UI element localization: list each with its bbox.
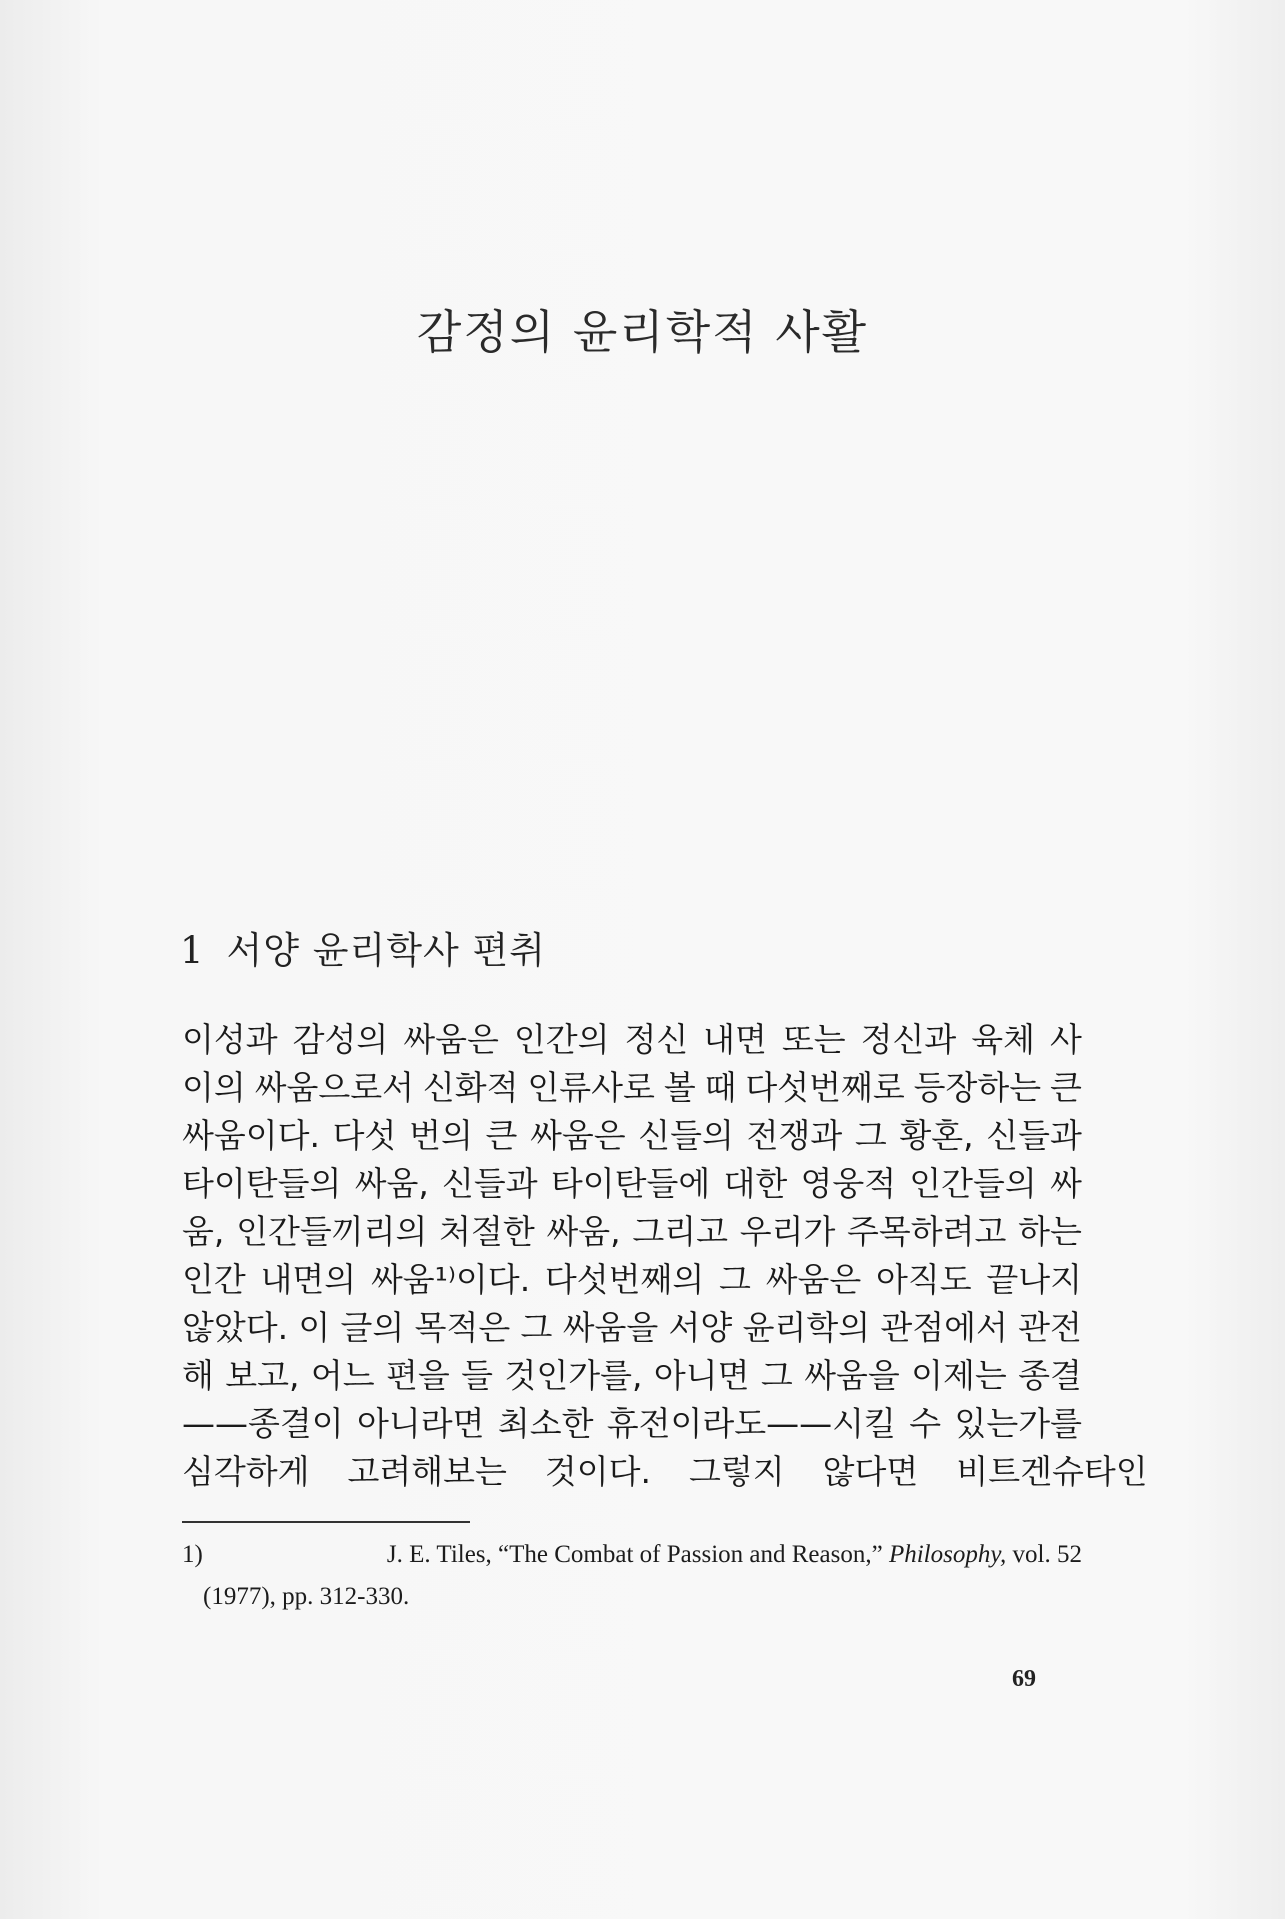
body-word: 싸움이다. xyxy=(182,1116,321,1155)
body-word: 등장하는 xyxy=(913,1068,1042,1107)
body-word: 것이다. xyxy=(544,1452,652,1491)
body-word: 타이탄들의 xyxy=(182,1164,342,1203)
body-word: 하는 xyxy=(1018,1212,1082,1251)
footnote-citation xyxy=(387,1534,1082,1576)
body-word: 처절한 xyxy=(439,1212,535,1251)
body-word: 싸움, xyxy=(354,1164,429,1203)
body-word: 인간들의 xyxy=(909,1164,1037,1203)
body-word: 큰 xyxy=(485,1116,518,1155)
body-word: 그 xyxy=(520,1308,553,1347)
body-word: 우리가 xyxy=(739,1212,836,1251)
section-number: 1 xyxy=(180,929,205,972)
body-word: 있는가를 xyxy=(954,1404,1082,1443)
section-title: 서양 윤리학사 편취 xyxy=(226,929,547,972)
body-word: 신들과 xyxy=(442,1164,538,1203)
footnote-line-2: (1977), pp. 312-330. xyxy=(203,1583,410,1610)
body-word: 심각하게 xyxy=(182,1452,310,1491)
body-word: 보고, xyxy=(225,1356,300,1395)
body-word: 윤리학의 xyxy=(742,1308,871,1347)
footnote-journal: Philosophy, xyxy=(888,1541,1007,1568)
body-word: 정신과 xyxy=(860,1020,957,1059)
body-line xyxy=(182,1208,1082,1256)
section-heading xyxy=(180,920,546,974)
body-word: 관전 xyxy=(1018,1308,1082,1347)
body-line xyxy=(182,1112,1082,1160)
body-line xyxy=(182,1304,1082,1352)
body-word: 신들과 xyxy=(986,1116,1082,1155)
body-word: 종결 xyxy=(1018,1356,1082,1395)
body-word: 싸움은 xyxy=(530,1116,626,1155)
body-word: 다섯번째의 xyxy=(544,1260,705,1299)
body-word: 황혼, xyxy=(899,1116,974,1155)
body-word: 그 xyxy=(854,1116,887,1155)
body-word: 다섯번째로 xyxy=(745,1068,905,1107)
body-word: 그 xyxy=(719,1260,751,1299)
body-word: 감성의 xyxy=(292,1020,389,1059)
body-word: 싸움으로서 xyxy=(254,1068,415,1107)
body-word: 영웅적 xyxy=(800,1164,897,1203)
body-word: 움, xyxy=(182,1212,225,1251)
body-word: 글의 xyxy=(340,1308,405,1347)
footnote xyxy=(182,1534,1082,1618)
body-word: 번의 xyxy=(409,1116,473,1155)
body-word: 인간들끼리의 xyxy=(236,1212,428,1251)
body-word: 내면의 xyxy=(260,1260,357,1299)
body-word: 이성과 xyxy=(182,1020,278,1059)
body-word: 않았다. xyxy=(182,1308,289,1347)
body-word: 그 xyxy=(760,1356,793,1395)
body-word: 싸움은 xyxy=(765,1260,862,1299)
body-word: 정신 xyxy=(624,1020,689,1059)
body-word: 싸 xyxy=(1050,1164,1082,1203)
body-word: 수 xyxy=(909,1404,942,1443)
body-line xyxy=(182,1400,1082,1448)
body-word: 관점에서 xyxy=(880,1308,1008,1347)
body-paragraph xyxy=(182,1016,1148,1496)
body-word: 그렇지 xyxy=(689,1452,785,1491)
body-word: 육체 xyxy=(971,1020,1036,1059)
body-word: 싸움은 xyxy=(403,1020,499,1059)
body-word: 아니면 xyxy=(653,1356,750,1395)
body-word: 목적은 xyxy=(414,1308,511,1347)
footnote-marker: 1) xyxy=(182,1541,203,1568)
body-word: 내면 xyxy=(703,1020,767,1059)
body-word: 또는 xyxy=(781,1020,846,1059)
body-word: 전쟁과 xyxy=(746,1116,843,1155)
body-word: 다섯 xyxy=(332,1116,397,1155)
body-word: 들 xyxy=(461,1356,494,1395)
body-word: 않다면 xyxy=(822,1452,919,1491)
body-word: 주목하려고 xyxy=(847,1212,1007,1251)
body-word: 신들의 xyxy=(638,1116,734,1155)
body-word: 끝나지 xyxy=(986,1260,1082,1299)
body-word: 이제는 xyxy=(911,1356,1007,1395)
body-word: 사 xyxy=(1049,1020,1082,1059)
body-word: ——종결이 xyxy=(182,1404,344,1443)
body-word: 싸움¹⁾이다. xyxy=(370,1260,531,1299)
body-word: 볼 xyxy=(663,1068,696,1107)
body-word: 대한 xyxy=(723,1164,788,1203)
body-line xyxy=(182,1448,1148,1496)
body-word: 이 xyxy=(298,1308,331,1347)
body-word: 신화적 xyxy=(422,1068,519,1107)
body-word: 때 xyxy=(704,1068,737,1107)
body-word: 타이탄들에 xyxy=(550,1164,711,1203)
chapter-title: 감정의 윤리학적 사활 xyxy=(416,305,869,359)
body-line xyxy=(182,1256,1082,1304)
page-number: 69 xyxy=(1012,1666,1036,1692)
body-word: 최소한 xyxy=(497,1404,594,1443)
body-word: 싸움, xyxy=(546,1212,621,1251)
body-word: 큰 xyxy=(1050,1068,1082,1107)
body-word: 어느 xyxy=(310,1356,375,1395)
body-line xyxy=(182,1160,1082,1208)
footnote-divider xyxy=(182,1521,470,1523)
body-word: 아니라면 xyxy=(356,1404,485,1443)
body-line xyxy=(182,1352,1082,1400)
body-word: 인간 xyxy=(182,1260,246,1299)
body-word: 서양 xyxy=(668,1308,733,1347)
body-word: 싸움을 xyxy=(562,1308,659,1347)
body-word: 아직도 xyxy=(875,1260,972,1299)
body-word: 인류사로 xyxy=(527,1068,655,1107)
body-word: 이의 xyxy=(182,1068,246,1107)
body-word: 그리고 xyxy=(632,1212,728,1251)
body-word: 휴전이라도——시킬 xyxy=(606,1404,896,1443)
body-word: 비트겐슈타인 xyxy=(956,1452,1148,1491)
body-line xyxy=(182,1016,1082,1064)
footnote-citation-text: J. E. Tiles, “The Combat of Passion and Reason,” xyxy=(386,1541,883,1568)
body-word: 인간의 xyxy=(513,1020,610,1059)
body-word: 편을 xyxy=(386,1356,450,1395)
footnote-line-1 xyxy=(182,1534,1082,1576)
footnote-volume: vol. 52 xyxy=(1012,1541,1082,1568)
body-word: 해 xyxy=(182,1356,214,1395)
body-word: 것인가를, xyxy=(504,1356,643,1395)
body-line xyxy=(182,1064,1082,1112)
body-word: 싸움을 xyxy=(804,1356,900,1395)
body-word: 고려해보는 xyxy=(347,1452,507,1491)
